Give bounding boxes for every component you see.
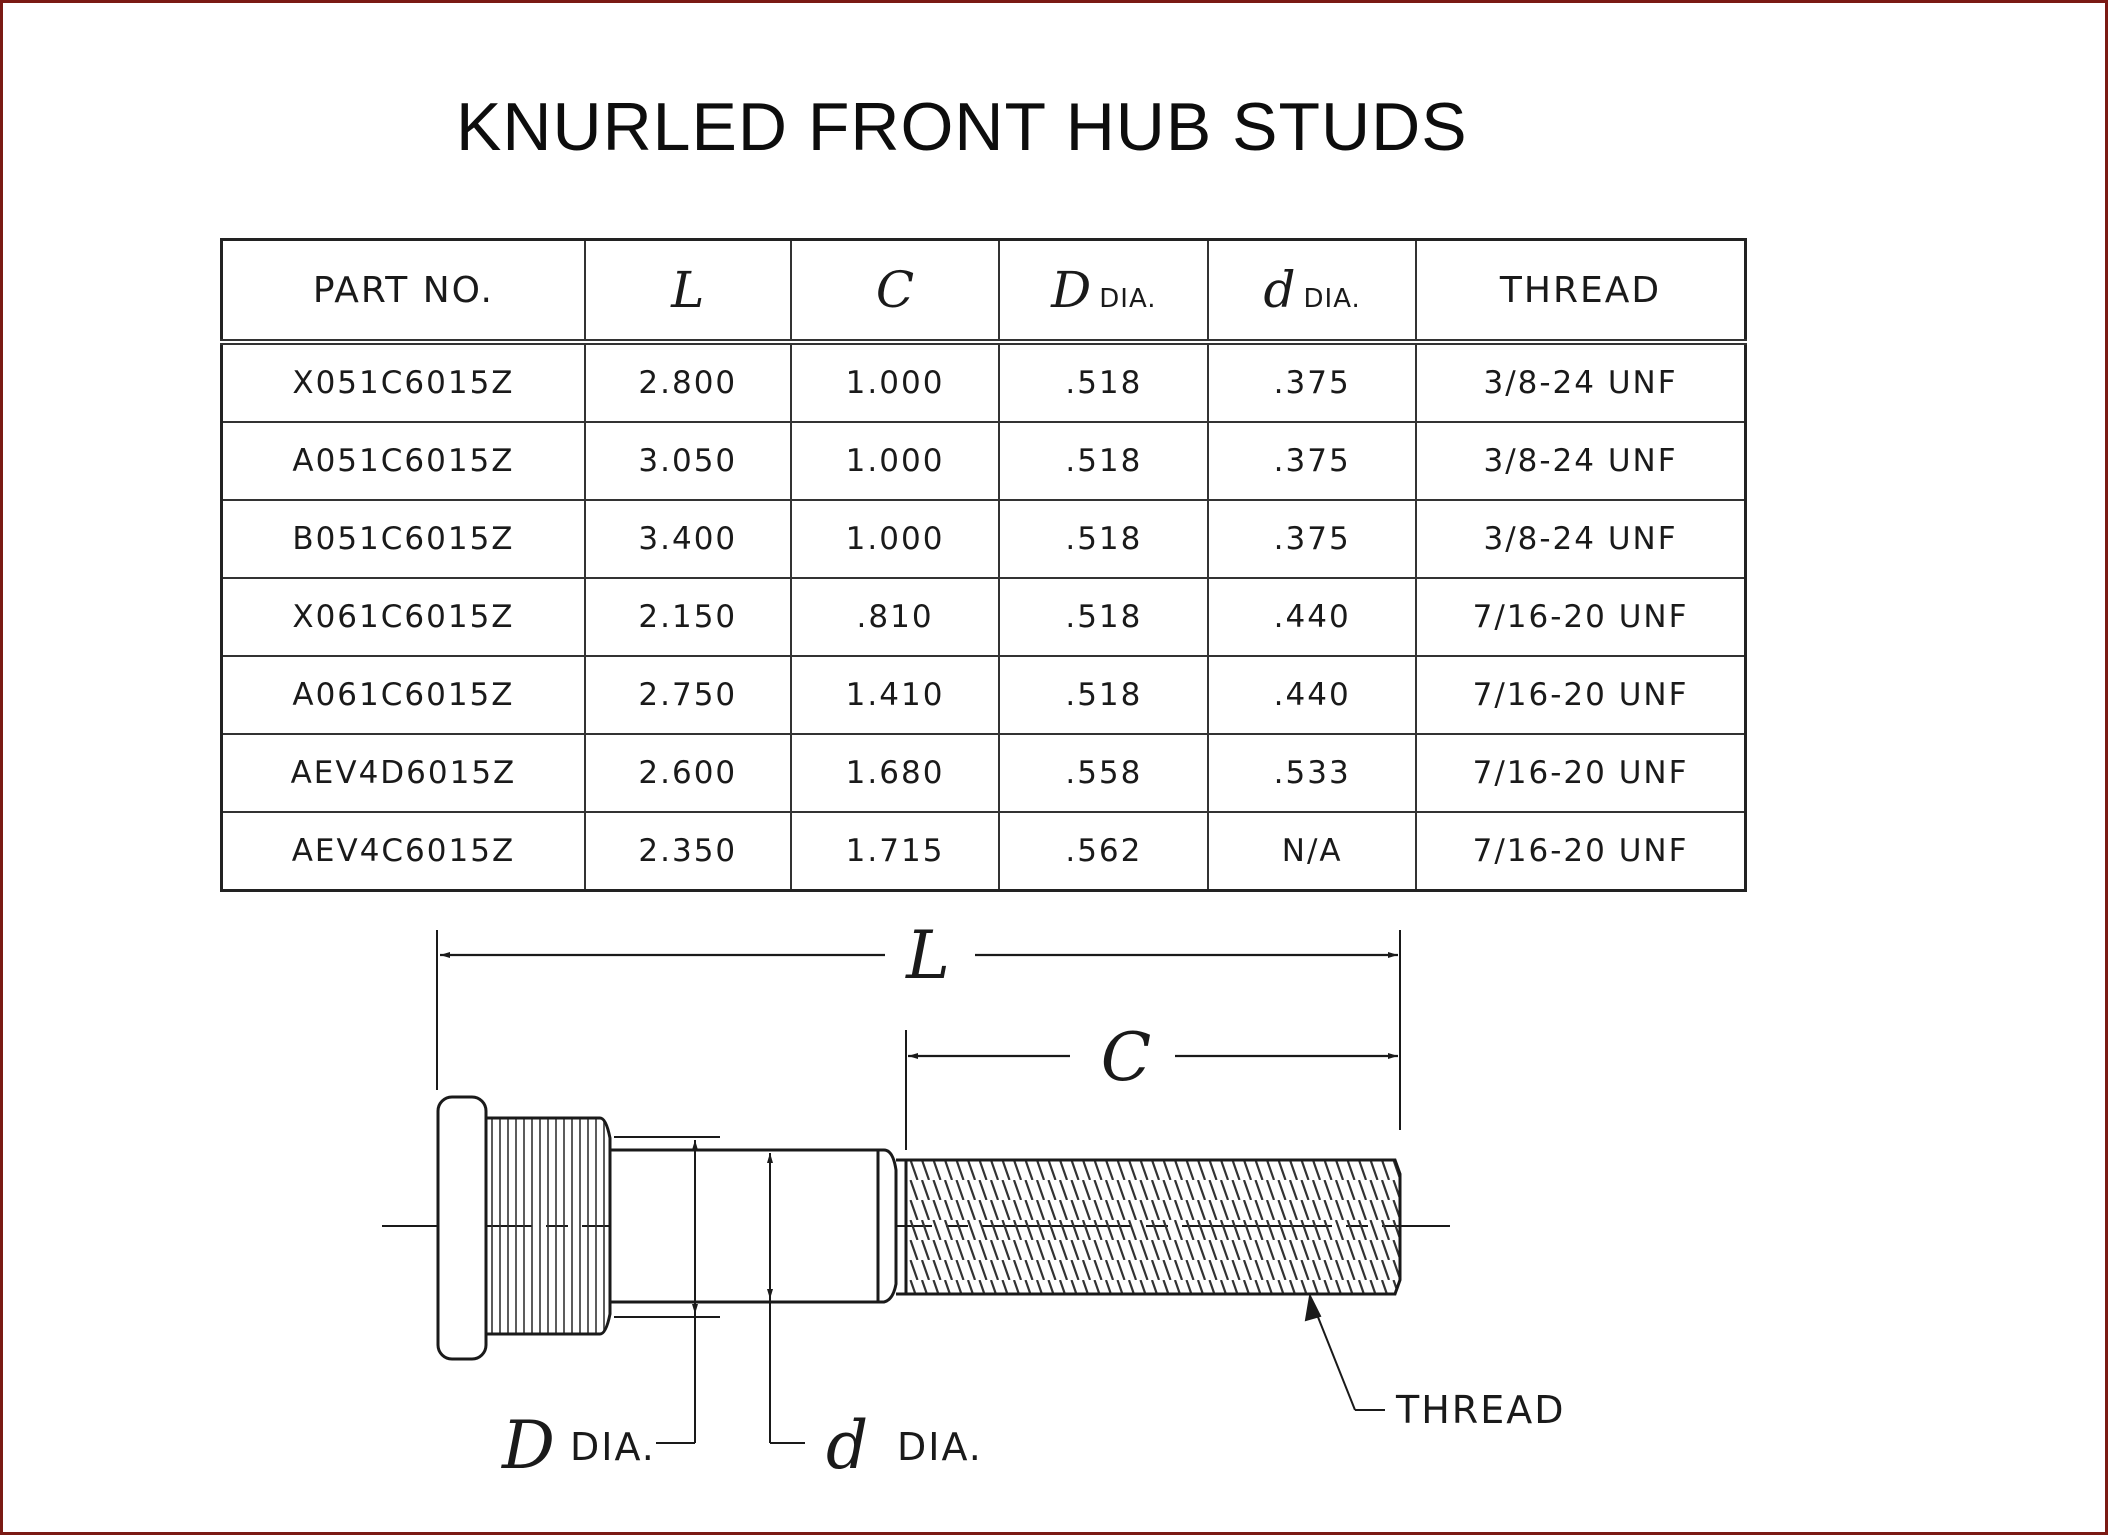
cell-D: .518 [999,500,1208,578]
header-thread: THREAD [1416,240,1745,343]
cell-C: 1.410 [791,656,1000,734]
D-dia-text: DIA. [570,1425,656,1469]
cell-D: .518 [999,342,1208,422]
cell-C: 1.000 [791,342,1000,422]
cell-d: N/A [1208,812,1416,891]
shoulder [878,1150,896,1302]
cell-part-no: AEV4C6015Z [222,812,585,891]
stud-head [438,1097,486,1359]
cell-D: .558 [999,734,1208,812]
cell-C: 1.715 [791,812,1000,891]
D-dia-letter: D [502,1407,555,1484]
cell-C: 1.680 [791,734,1000,812]
cell-D: .518 [999,422,1208,500]
cell-C: 1.000 [791,500,1000,578]
cell-D: .518 [999,656,1208,734]
cell-L: 2.600 [585,734,791,812]
cell-part-no: A051C6015Z [222,422,585,500]
cell-L: 2.150 [585,578,791,656]
cell-L: 2.350 [585,812,791,891]
cell-d: .375 [1208,500,1416,578]
header-D-letter: D [1051,261,1092,319]
cell-C: 1.000 [791,422,1000,500]
header-D-suffix: DIA. [1099,284,1157,314]
d-dia-text: DIA. [897,1425,983,1469]
cell-part-no: X051C6015Z [222,342,585,422]
cell-part-no: A061C6015Z [222,656,585,734]
cell-C: .810 [791,578,1000,656]
cell-L: 3.400 [585,500,791,578]
header-C-letter: C [875,261,915,319]
cell-part-no: X061C6015Z [222,578,585,656]
cell-thread: 7/16-20 UNF [1416,656,1745,734]
stud-body [438,1097,1400,1359]
thread-leader [1306,1296,1385,1410]
cell-thread: 7/16-20 UNF [1416,812,1745,891]
dim-label-L: L [906,917,950,994]
cell-part-no: B051C6015Z [222,500,585,578]
shank [610,1150,878,1302]
cell-d: .533 [1208,734,1416,812]
cell-L: 2.800 [585,342,791,422]
cell-d: .440 [1208,578,1416,656]
cell-D: .562 [999,812,1208,891]
cell-L: 3.050 [585,422,791,500]
header-d-suffix: DIA. [1303,284,1361,314]
cell-thread: 7/16-20 UNF [1416,578,1745,656]
threaded-section [906,1160,1400,1294]
cell-thread: 3/8-24 UNF [1416,422,1745,500]
header-L-letter: L [671,261,705,319]
thread-label: THREAD [1396,1388,1566,1432]
page-title: KNURLED FRONT HUB STUDS [456,89,1468,165]
cell-thread: 3/8-24 UNF [1416,342,1745,422]
header-d-letter: d [1263,261,1296,319]
cell-d: .440 [1208,656,1416,734]
cell-D: .518 [999,578,1208,656]
cell-thread: 7/16-20 UNF [1416,734,1745,812]
dim-label-C: C [1100,1019,1152,1096]
cell-thread: 3/8-24 UNF [1416,500,1745,578]
header-part-no: PART NO. [222,240,585,343]
cell-d: .375 [1208,342,1416,422]
cell-part-no: AEV4D6015Z [222,734,585,812]
cell-d: .375 [1208,422,1416,500]
knurled-section [486,1118,610,1334]
d-dia-letter: d [826,1407,869,1484]
cell-L: 2.750 [585,656,791,734]
